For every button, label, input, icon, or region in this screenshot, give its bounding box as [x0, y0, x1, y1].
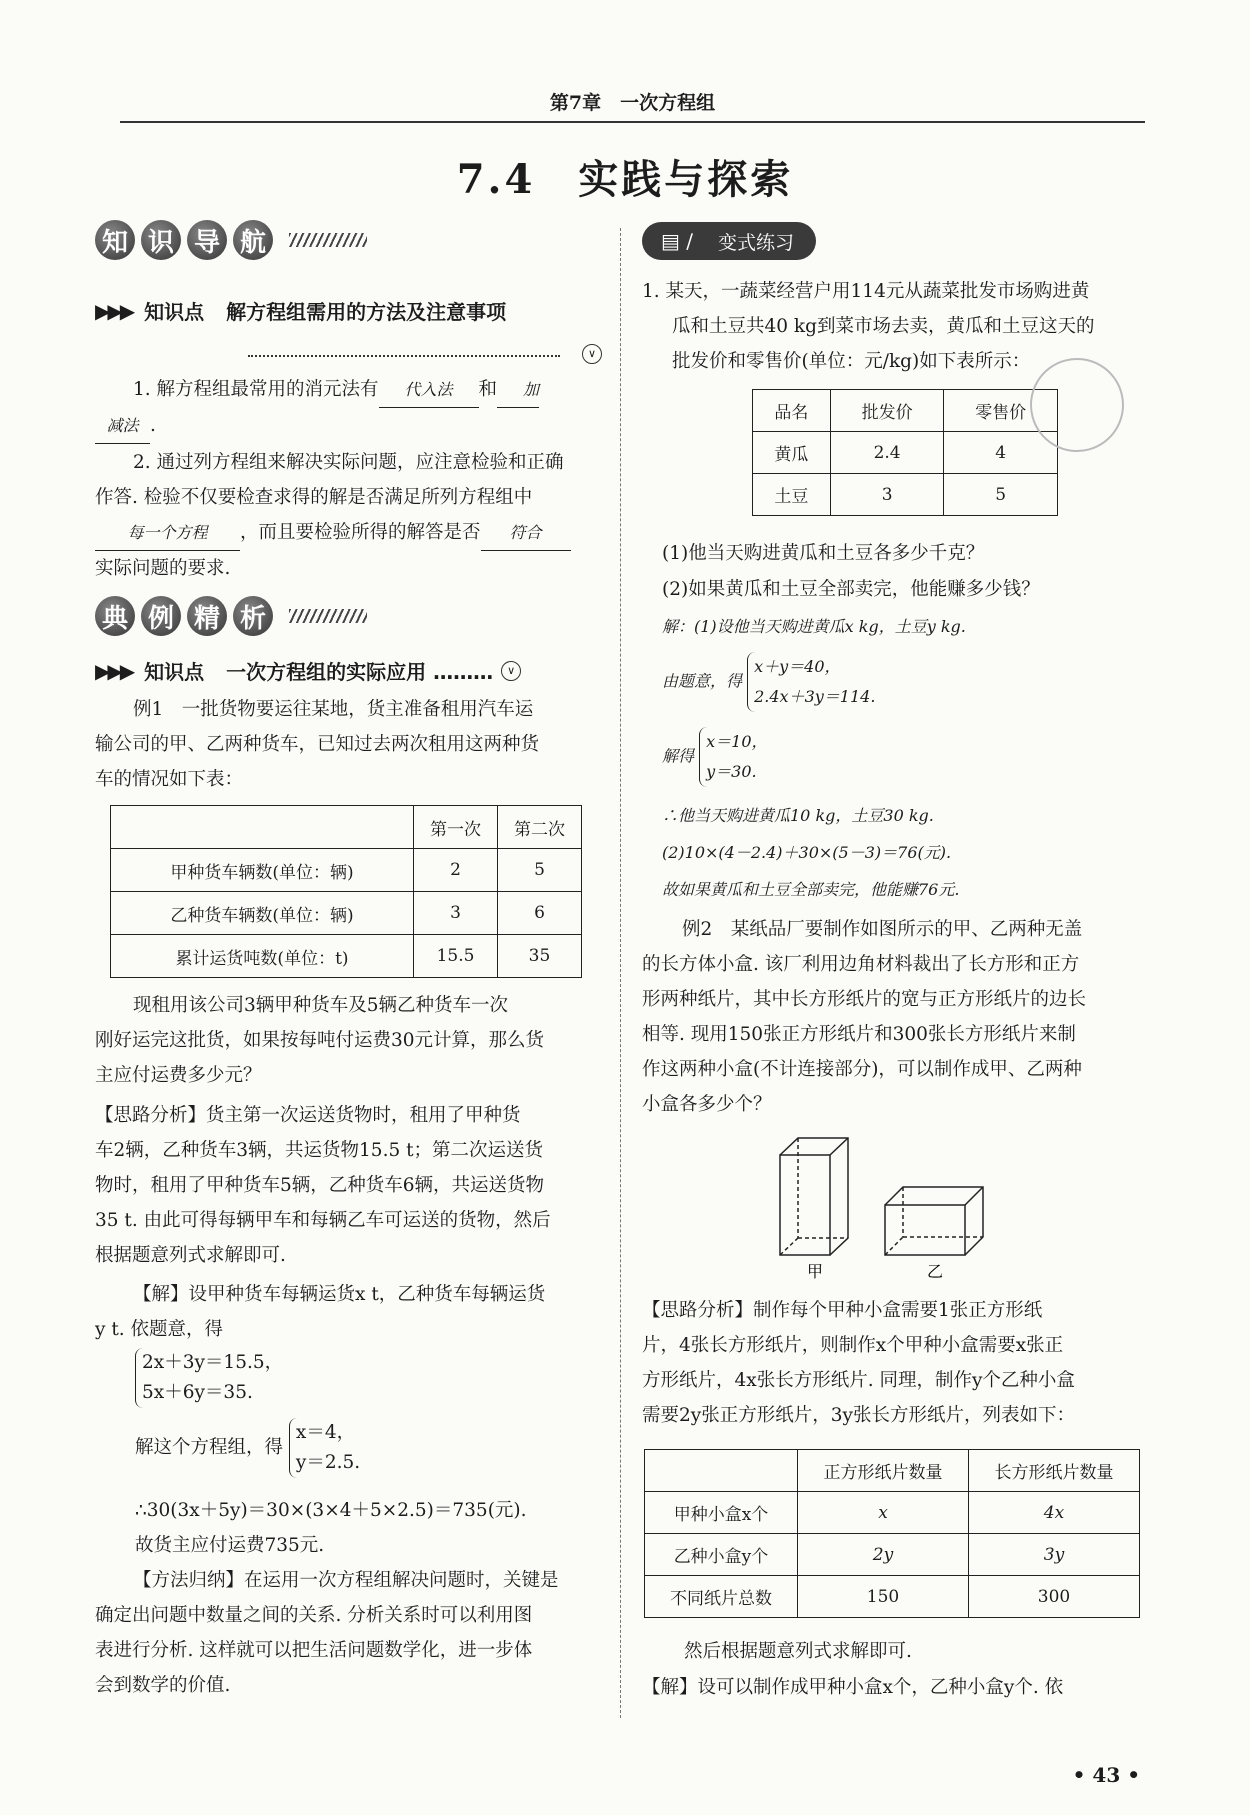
kp-label: 知识点	[144, 660, 205, 684]
solution-line: ∴他当天购进黄瓜10 kg，土豆30 kg.	[662, 806, 934, 825]
banner-char: 析	[233, 596, 273, 636]
banner-examples	[95, 592, 367, 640]
table-row: 黄瓜 2.4 4	[753, 432, 1058, 474]
answer-blank: 代入法	[379, 372, 479, 408]
hatch-decoration	[289, 609, 367, 623]
page-number: • 43 •	[1072, 1763, 1140, 1787]
knowledge-point-2	[95, 656, 521, 685]
box-figure	[770, 1130, 1020, 1285]
kp-title: 一次方程组的实际应用 ………	[226, 660, 494, 684]
book-icon: ▤ ∕	[642, 222, 712, 260]
question-1: 1. 解方程组最常用的消元法有 代入法 和 加 减法 .	[95, 372, 600, 444]
table-row: 不同纸片总数 150 300	[645, 1576, 1140, 1618]
box-yi-back	[885, 1187, 983, 1255]
example-1: 例1 一批货物要运往某地，货主准备租用汽车运 输公司的甲、乙两种货车，已知过去两次租用这两种货 车的情况如下表：	[95, 699, 540, 790]
section-title: 7.4 实践与探索	[456, 156, 794, 203]
solution-1: 【解】设甲种货车每辆运货x t，乙种货车每辆运货 y t. 依题意，得	[95, 1284, 546, 1340]
exercise-1: 1. 某天，一蔬菜经营户用114元从蔬菜批发市场购进黄 瓜和土豆共40 kg到菜市场去卖，黄瓜和土豆这天的 批发价和零售价(单位：元/kg)如下表所示：	[642, 281, 1095, 372]
chevron-down-icon: ∨	[582, 344, 602, 364]
example-1-question: 现租用该公司3辆甲种货车及5辆乙种货车一次 刚好运完这批货，如果按每吨付运费30元计算，那么货 主应付运费多少元？	[95, 995, 545, 1086]
table-row: 累计运货吨数(单位：t) 15.5 35	[111, 935, 582, 978]
solution-system: 解这个方程组，得 x＝4， y＝2.5.	[135, 1418, 360, 1478]
hatch-decoration	[289, 233, 367, 247]
table-row: 甲种小盒x个 x 4x	[645, 1492, 1140, 1534]
banner-char: 导	[187, 220, 227, 260]
banner-knowledge-nav	[95, 216, 367, 264]
banner-char: 识	[141, 220, 181, 260]
chapter-header: 第7章 一次方程组	[549, 92, 716, 114]
table-row: 土豆 3 5	[753, 474, 1058, 516]
solution-line: 解：(1)设他当天购进黄瓜x kg，土豆y kg.	[662, 617, 966, 636]
column-divider	[620, 228, 621, 1718]
arrow-icon: ▶▶▶	[95, 298, 133, 323]
banner-char: 知	[95, 220, 135, 260]
equation-system: 2x＋3y＝15.5， 5x＋6y＝35.	[135, 1348, 283, 1408]
box-jia-front	[780, 1155, 830, 1255]
figure-label: 甲	[807, 1262, 824, 1281]
truck-table: 第一次 第二次 甲种货车辆数(单位：辆) 2 5 乙种货车辆数(单位：辆) 3 6 累计运货吨数(单位：t) 15.5 35	[110, 805, 582, 978]
knowledge-point-1	[95, 296, 506, 325]
banner-char: 精	[187, 596, 227, 636]
answer-blank: 加	[497, 372, 539, 408]
table-row: 乙种货车辆数(单位：辆) 3 6	[111, 892, 582, 935]
question-a: (1)他当天购进黄瓜和土豆各多少千克？	[662, 543, 985, 564]
variant-banner: ▤ ∕ 变式练习	[642, 222, 816, 260]
question-2: 2. 通过列方程组来解决实际问题，应注意检验和正确 作答. 检验不仅要检查求得的解是否满足所列方程组中 每一个方程 ，而且要检验所得的解答是否 符合 实际问题的要求.	[95, 445, 605, 586]
box-yi-front	[885, 1205, 965, 1255]
banner-char: 典	[95, 596, 135, 636]
paper-table: 正方形纸片数量 长方形纸片数量 甲种小盒x个 x 4x 乙种小盒y个 2y 3y 不同纸片总数 150 300	[644, 1449, 1140, 1618]
solution-line: 故如果黄瓜和土豆全部卖完，他能赚76元.	[662, 880, 960, 899]
analysis-1: 【思路分析】货主第一次运送货物时，租用了甲种货 车2辆，乙种货车3辆，共运货物15.5 t；第二次运送货 物时，租用了甲种货车5辆，乙种货车6辆，共运送货物 35 t. 由此可得每辆甲车和每辆乙车可运送的货物，然后 根据题意列式求解即可.	[95, 1105, 551, 1266]
answer-blank: 每一个方程	[95, 515, 240, 551]
analysis-2: 【思路分析】制作每个甲种小盒需要1张正方形纸 片，4张长方形纸片，则制作x个甲种小盒需要x张正 方形纸片，4x张长方形纸片. 同理，制作y个乙种小盒 需要2y张正方形纸片，3y张长方形纸片，列表如下：	[642, 1300, 1075, 1426]
table-row: 乙种小盒y个 2y 3y	[645, 1534, 1140, 1576]
price-table: 品名 批发价 零售价 黄瓜 2.4 4 土豆 3 5	[752, 389, 1058, 516]
header-rule	[120, 121, 1145, 123]
arrow-icon: ▶▶▶	[95, 658, 133, 683]
solution-2: 【解】设可以制作成甲种小盒x个，乙种小盒y个. 依	[642, 1677, 1064, 1698]
answer-blank: 减法	[95, 408, 150, 444]
solution-line: (2)10×(4－2.4)＋30×(5－3)＝76(元).	[662, 843, 952, 862]
question-b: (2)如果黄瓜和土豆全部卖完，他能赚多少钱？	[662, 579, 1040, 600]
answer: 故货主应付运费735元.	[135, 1535, 325, 1556]
equation-system: 由题意，得 x＋y＝40， 2.4x＋3y＝114.	[662, 652, 875, 712]
solution-system: 解得 x＝10， y＝30.	[662, 727, 768, 787]
dotted-leader	[248, 355, 560, 357]
chevron-down-icon: ∨	[501, 661, 521, 681]
banner-char: 例	[141, 596, 181, 636]
figure-label: 乙	[927, 1262, 944, 1281]
answer-blank: 符合	[481, 515, 571, 551]
kp-title: 解方程组需用的方法及注意事项	[226, 300, 507, 324]
table-row: 甲种货车辆数(单位：辆) 2 5	[111, 849, 582, 892]
then-text: 然后根据题意列式求解即可.	[684, 1641, 912, 1662]
calculation: ∴30(3x＋5y)＝30×(3×4＋5×2.5)＝735(元).	[135, 1500, 527, 1521]
example-2: 例2 某纸品厂要制作如图所示的甲、乙两种无盖 的长方体小盒. 该厂利用边角材料裁出了长方形和正方 形两种纸片，其中长方形纸片的宽与正方形纸片的边长 相等. 现用150张正方形纸片和300张长方形纸片来制 作这两种小盒(不计连接部分)，可以制作成甲、乙两种 小盒各多少个？	[642, 919, 1087, 1115]
kp-label: 知识点	[144, 300, 205, 324]
banner-char: 航	[233, 220, 273, 260]
method-summary: 【方法归纳】在运用一次方程组解决问题时，关键是 确定出问题中数量之间的关系. 分析关系时可以利用图 表进行分析. 这样就可以把生活问题数学化，进一步体 会到数学的价值.	[95, 1570, 559, 1696]
